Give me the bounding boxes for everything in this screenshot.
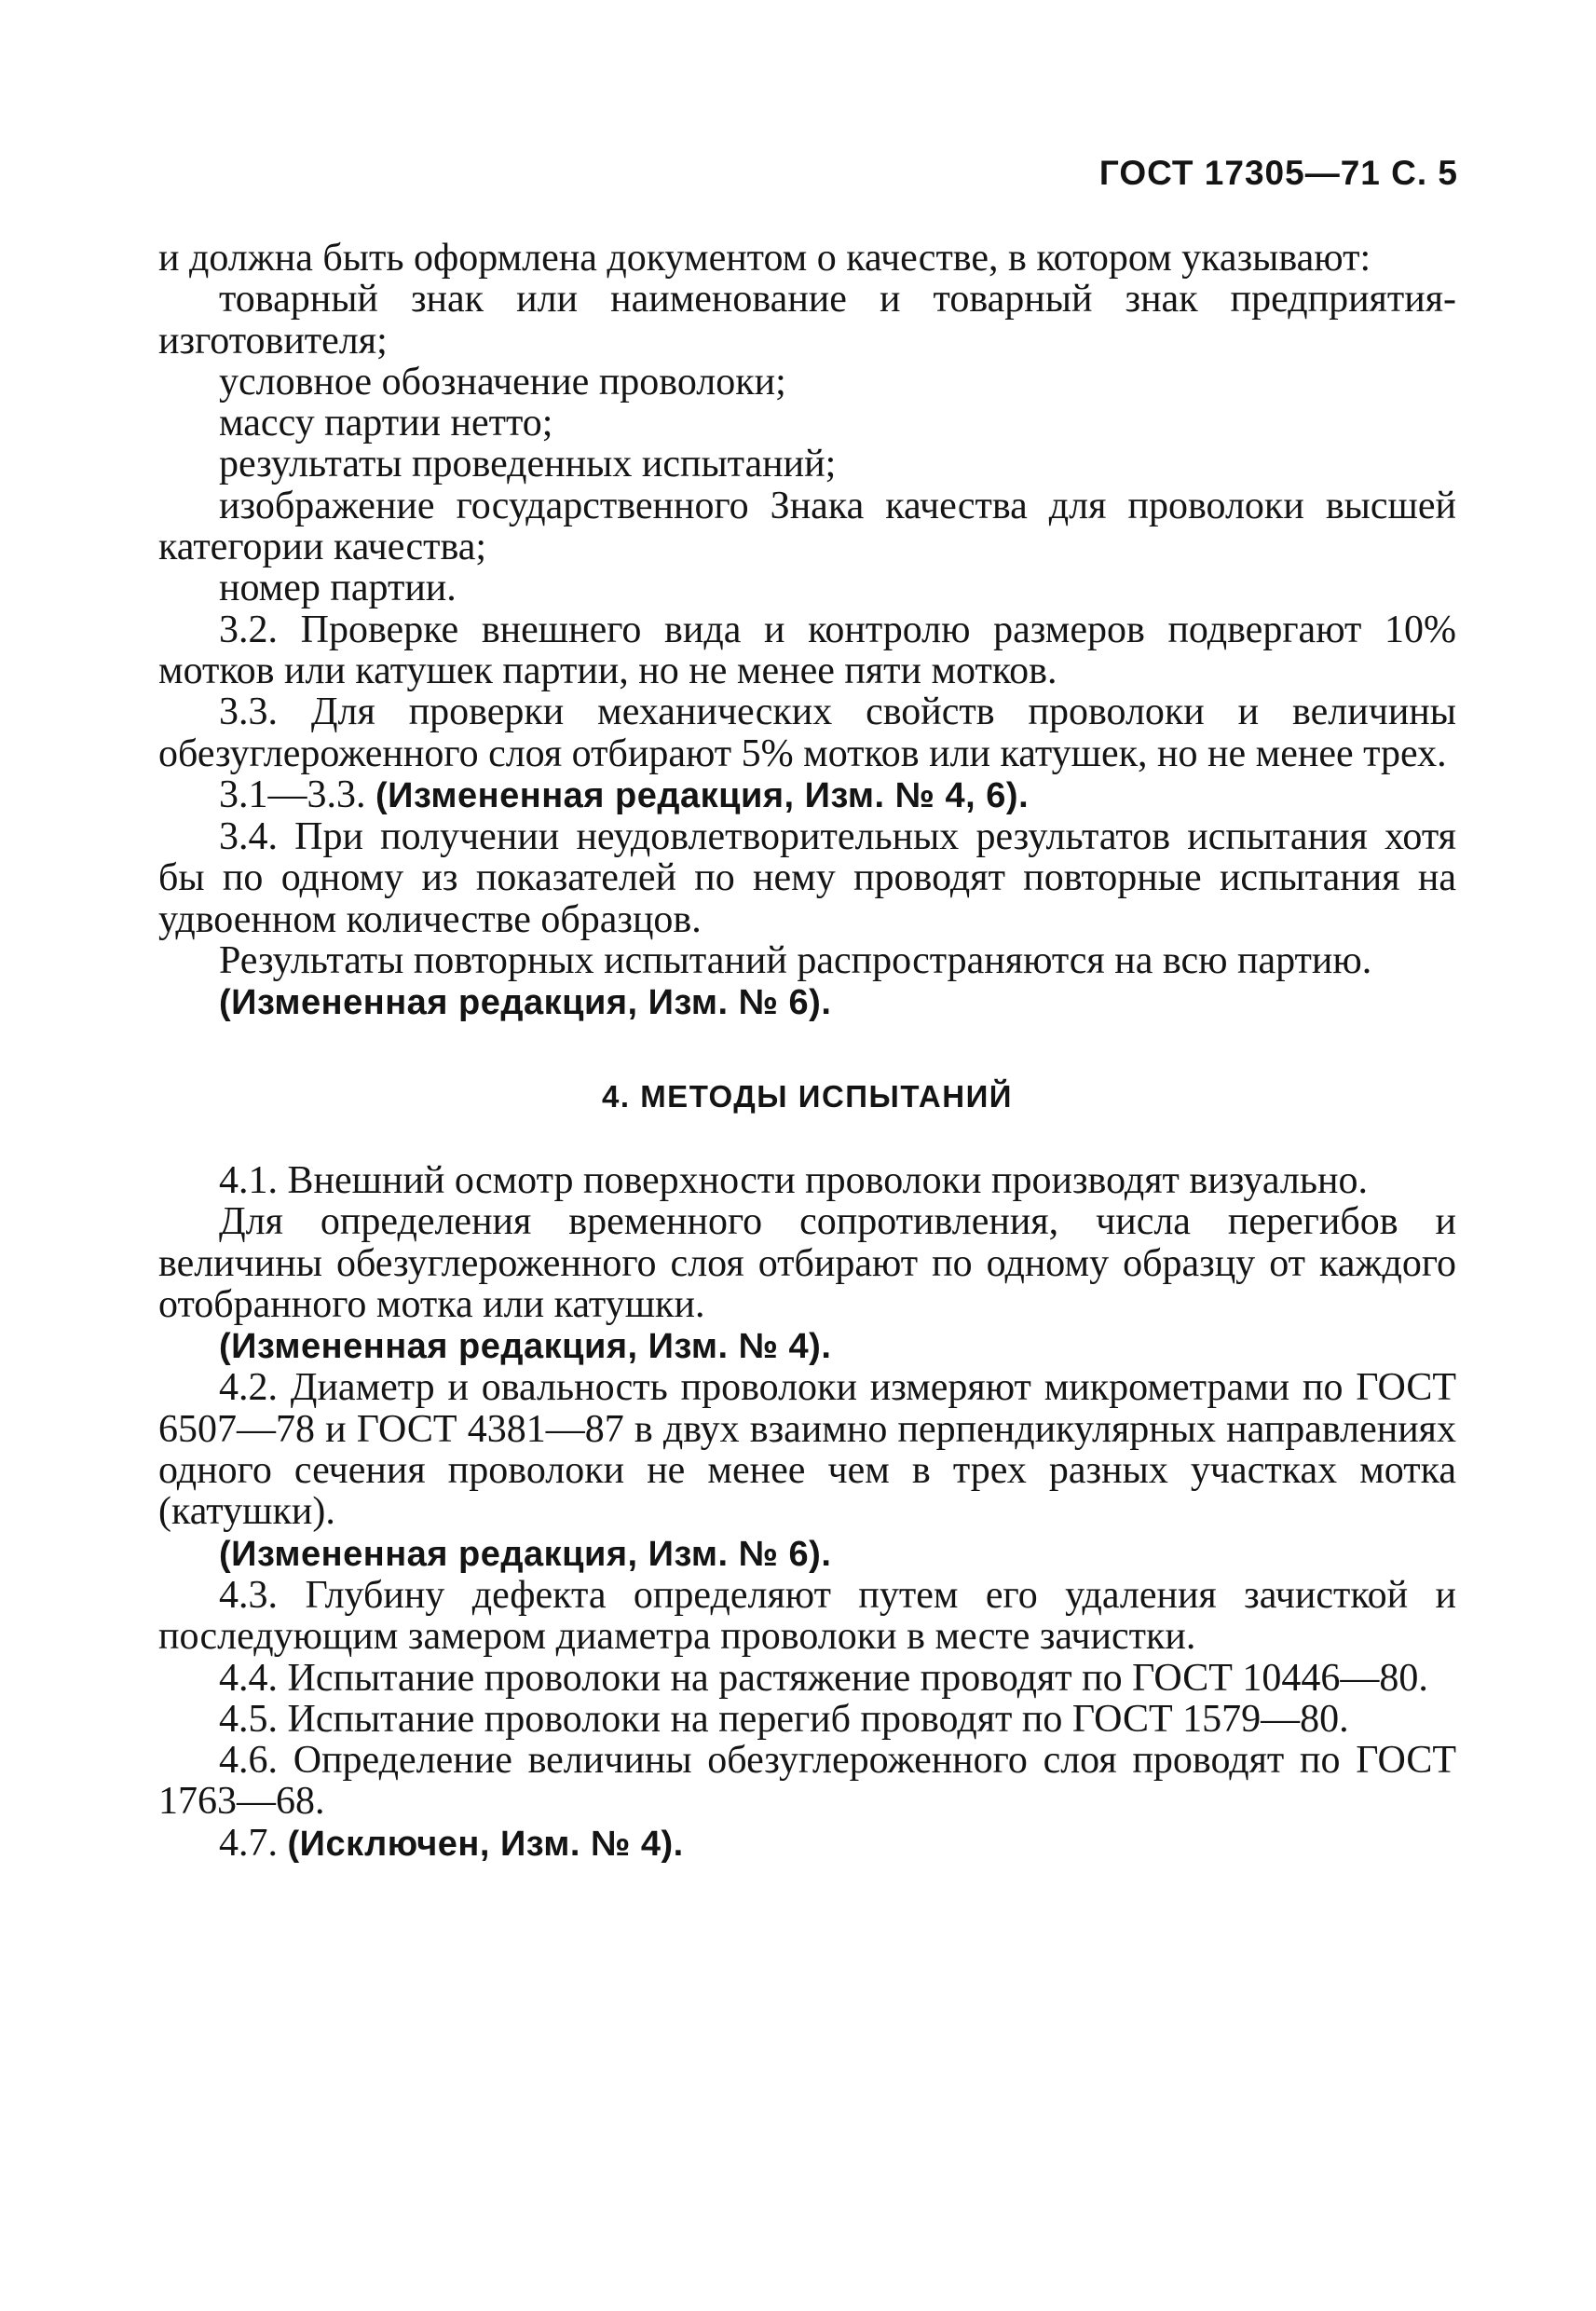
clause-3-4-results: Результаты повторных испытаний распространяются на всю партию. [219, 939, 1372, 983]
clause-4-5: 4.5. Испытание проволоки на перегиб проводят по ГОСТ 1579—80. [219, 1697, 1349, 1741]
list-item-quality-mark: изображение государственного Знака качества для проволоки высшей категории качества; [158, 484, 1456, 569]
clause-4-4: 4.4. Испытание проволоки на растяжение проводят по ГОСТ 10446—80. [219, 1656, 1428, 1700]
amendment-note-4-2 [158, 1533, 1456, 1575]
list-item-net-mass: массу партии нетто; [219, 402, 553, 445]
clause-4-1: 4.1. Внешний осмотр поверхности проволоки производят визуально. [219, 1158, 1368, 1202]
running-header: ГОСТ 17305—71 С. 5 [1098, 154, 1458, 192]
list-item-batch-number: номер партии. [219, 567, 457, 610]
amendment-note-3-1-3-3 [158, 774, 1456, 816]
amendment-note-text: (Измененная редакция, Изм. № 4, 6). [375, 775, 1030, 815]
clause-4-6: 4.6. Определение величины обезуглероженного слоя проводят по ГОСТ 1763—68. [158, 1739, 1456, 1824]
clause-3-2: 3.2. Проверке внешнего вида и контролю размеров подвергают 10% мотков или катушек партии, но не менее пяти мотков. [158, 608, 1456, 692]
amendment-note-text: (Измененная редакция, Изм. № 6). [219, 1534, 832, 1574]
list-item-test-results: результаты проведенных испытаний; [219, 443, 837, 486]
clause-4-2: 4.2. Диаметр и овальность проволоки измеряют микрометрами по ГОСТ 6507—78 и ГОСТ 4381—87 в двух взаимно перпендикулярных направлениях одного сечения проволоки не менее чем в трех разных участках мотка (катушки). [158, 1366, 1456, 1534]
amendment-note-4-1 [158, 1325, 1456, 1367]
list-item-trademark: товарный знак или наименование и товарный знак предприятия-изготовителя; [158, 278, 1456, 362]
clause-number: 4.7. [219, 1821, 288, 1865]
amendment-note-prefix: 3.1—3.3. [219, 773, 375, 816]
page-body [158, 238, 1456, 1865]
section-heading-test-methods: 4. МЕТОДЫ ИСПЫТАНИЙ [602, 1078, 1013, 1114]
exclusion-note-text: (Исключен, Изм. № 4). [287, 1824, 684, 1864]
amendment-note-text: (Измененная редакция, Изм. № 6). [219, 983, 832, 1023]
clause-4-1-sampling: Для определения временного сопротивления, числа перегибов и величины обезуглероженного слоя отбирают по одному образцу от каждого отобранного мотка или катушки. [158, 1200, 1456, 1326]
list-item-designation: условное обозначение проволоки; [219, 360, 786, 403]
clause-4-3: 4.3. Глубину дефекта определяют путем его удаления зачисткой и последующим замером диаметра проволоки в месте зачистки. [158, 1573, 1456, 1659]
amendment-note-3-4 [158, 981, 1456, 1023]
clause-3-3: 3.3. Для проверки механических свойств проволоки и величины обезуглероженного слоя отбирают 5% мотков или катушек, но не менее трех. [158, 691, 1456, 775]
clause-4-7-excluded [158, 1823, 1456, 1865]
paragraph-continuation: и должна быть оформлена документом о качестве, в котором указывают: [158, 237, 1371, 280]
clause-3-4: 3.4. При получении неудовлетворительных результатов испытания хотя бы по одному из показателей по нему проводят повторные испытания на удвоенном количестве образцов. [158, 815, 1456, 941]
amendment-note-text: (Измененная редакция, Изм. № 4). [219, 1327, 832, 1367]
